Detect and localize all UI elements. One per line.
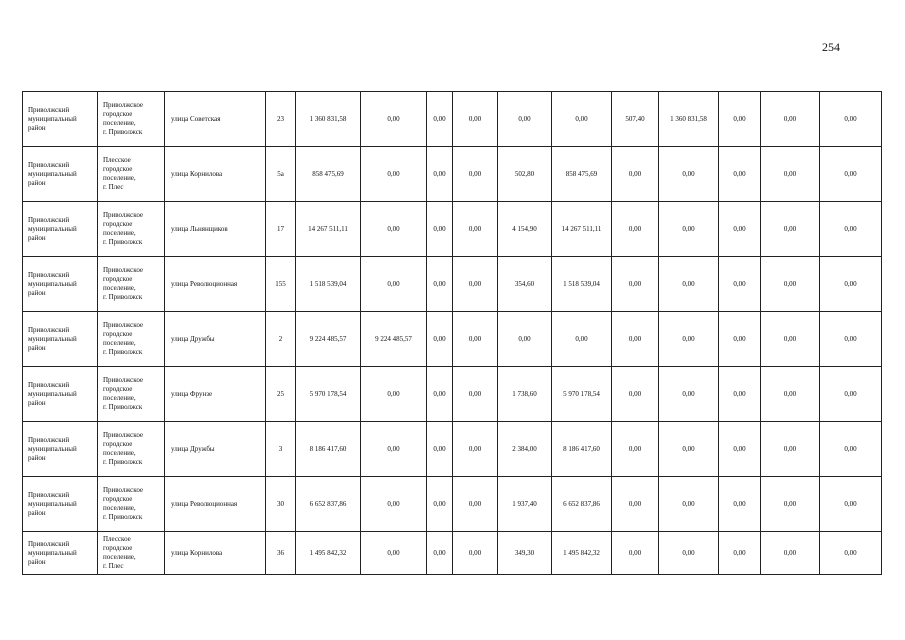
settlement-line: Плесское: [103, 156, 131, 164]
cell-value: 1 518 539,04: [552, 257, 612, 312]
settlement-line: Приволжское: [103, 431, 144, 439]
cell-value: 4 154,90: [498, 202, 552, 257]
cell-value: 0,00: [659, 367, 719, 422]
district-line: Приволжский: [28, 215, 70, 224]
cell-value: 0,00: [659, 532, 719, 575]
cell-value: 0,00: [427, 422, 453, 477]
cell-value: 14 267 511,11: [552, 202, 612, 257]
cell-street: улица Советская: [165, 92, 266, 147]
cell-value: 0,00: [612, 422, 659, 477]
cell-house-number: 5а: [266, 147, 296, 202]
cell-value: 0,00: [361, 147, 427, 202]
cell-value: 349,30: [498, 532, 552, 575]
cell-value: 0,00: [552, 312, 612, 367]
cell-value: 858 475,69: [552, 147, 612, 202]
table-row: [23, 532, 882, 575]
district-line: Приволжский: [28, 435, 70, 444]
cell-house-number: 2: [266, 312, 296, 367]
district-line: муниципальный: [28, 224, 77, 233]
cell-value: 0,00: [612, 312, 659, 367]
cell-value: 0,00: [612, 147, 659, 202]
cell-value: 0,00: [820, 202, 882, 257]
cell-value: 0,00: [719, 147, 761, 202]
cell-value: 0,00: [361, 257, 427, 312]
district-line: Приволжский: [28, 490, 70, 499]
cell-value: 0,00: [761, 532, 820, 575]
cell-house-number: 17: [266, 202, 296, 257]
cell-value: 8 186 417,60: [296, 422, 361, 477]
cell-value: 14 267 511,11: [296, 202, 361, 257]
cell-value: 507,40: [612, 92, 659, 147]
settlement-line: Приволжское: [103, 486, 144, 494]
cell-value: 9 224 485,57: [361, 312, 427, 367]
district-line: район: [28, 178, 46, 187]
cell-value: 0,00: [498, 92, 552, 147]
cell-value: 0,00: [453, 532, 498, 575]
cell-value: 0,00: [453, 477, 498, 532]
cell-value: 0,00: [361, 367, 427, 422]
cell-house-number: 23: [266, 92, 296, 147]
table-row: [23, 312, 882, 367]
cell-value: 0,00: [761, 92, 820, 147]
cell-value: 0,00: [453, 147, 498, 202]
district-line: район: [28, 288, 46, 297]
cell-street: улица Льнянщиков: [165, 202, 266, 257]
cell-street: улица Фрунзе: [165, 367, 266, 422]
table-row: [23, 92, 882, 147]
cell-value: 0,00: [498, 312, 552, 367]
cell-settlement: [98, 422, 165, 477]
cell-value: 0,00: [719, 422, 761, 477]
cell-district: [23, 532, 98, 575]
settlement-line: городское: [103, 220, 133, 228]
district-line: район: [28, 343, 46, 352]
settlement-line: городское: [103, 275, 133, 283]
cell-value: 0,00: [361, 422, 427, 477]
district-line: муниципальный: [28, 548, 77, 557]
district-line: район: [28, 233, 46, 242]
cell-value: 0,00: [612, 532, 659, 575]
settlement-line: г. Приволжск: [103, 458, 143, 466]
cell-value: 2 384,00: [498, 422, 552, 477]
district-line: район: [28, 508, 46, 517]
cell-value: 0,00: [719, 312, 761, 367]
cell-district: [23, 257, 98, 312]
cell-district: [23, 367, 98, 422]
cell-district: [23, 422, 98, 477]
cell-value: 1 738,60: [498, 367, 552, 422]
table-row: [23, 202, 882, 257]
table-row: [23, 367, 882, 422]
district-line: Приволжский: [28, 160, 70, 169]
cell-value: 0,00: [453, 422, 498, 477]
cell-value: 0,00: [453, 312, 498, 367]
settlement-line: городское: [103, 544, 133, 552]
cell-settlement: [98, 202, 165, 257]
settlement-line: г. Приволжск: [103, 348, 143, 356]
cell-value: 0,00: [427, 312, 453, 367]
cell-value: 0,00: [453, 92, 498, 147]
cell-street: улица Дружбы: [165, 422, 266, 477]
settlement-line: городское: [103, 495, 133, 503]
cell-value: 0,00: [659, 147, 719, 202]
district-line: Приволжский: [28, 325, 70, 334]
cell-settlement: [98, 312, 165, 367]
cell-value: 0,00: [761, 257, 820, 312]
cell-value: 0,00: [820, 312, 882, 367]
cell-value: 1 495 842,32: [296, 532, 361, 575]
cell-value: 0,00: [361, 477, 427, 532]
cell-value: 1 360 831,58: [659, 92, 719, 147]
settlement-line: г. Плес: [103, 562, 124, 570]
cell-value: 0,00: [612, 477, 659, 532]
cell-value: 0,00: [719, 92, 761, 147]
settlement-line: поселение,: [103, 504, 136, 512]
settlement-line: г. Плес: [103, 183, 124, 191]
settlement-line: г. Приволжск: [103, 128, 143, 136]
cell-value: 0,00: [427, 92, 453, 147]
cell-house-number: 155: [266, 257, 296, 312]
cell-street: улица Дружбы: [165, 312, 266, 367]
cell-value: 1 495 842,32: [552, 532, 612, 575]
cell-street: улица Революционная: [165, 257, 266, 312]
cell-value: 0,00: [427, 367, 453, 422]
settlement-line: Приволжское: [103, 211, 144, 219]
cell-value: 0,00: [761, 422, 820, 477]
cell-settlement: [98, 257, 165, 312]
settlement-line: Приволжское: [103, 376, 144, 384]
cell-value: 0,00: [361, 202, 427, 257]
district-line: район: [28, 398, 46, 407]
settlement-line: городское: [103, 440, 133, 448]
cell-street: улица Революционная: [165, 477, 266, 532]
settlement-line: городское: [103, 165, 133, 173]
cell-value: 858 475,69: [296, 147, 361, 202]
settlement-line: поселение,: [103, 119, 136, 127]
cell-value: 0,00: [453, 257, 498, 312]
cell-settlement: [98, 147, 165, 202]
table-row: [23, 257, 882, 312]
settlement-line: городское: [103, 330, 133, 338]
district-line: Приволжский: [28, 380, 70, 389]
district-line: муниципальный: [28, 279, 77, 288]
cell-value: 0,00: [820, 477, 882, 532]
data-table: [22, 91, 882, 575]
cell-house-number: 36: [266, 532, 296, 575]
district-line: муниципальный: [28, 169, 77, 178]
settlement-line: поселение,: [103, 284, 136, 292]
cell-value: 0,00: [761, 477, 820, 532]
cell-value: 0,00: [820, 147, 882, 202]
cell-value: 0,00: [612, 367, 659, 422]
cell-value: 0,00: [820, 257, 882, 312]
district-line: район: [28, 123, 46, 132]
cell-settlement: [98, 532, 165, 575]
settlement-line: г. Приволжск: [103, 403, 143, 411]
table-row: [23, 477, 882, 532]
cell-value: 0,00: [427, 257, 453, 312]
settlement-line: поселение,: [103, 394, 136, 402]
cell-value: 0,00: [612, 202, 659, 257]
cell-value: 9 224 485,57: [296, 312, 361, 367]
cell-value: 0,00: [427, 477, 453, 532]
settlement-line: Приволжское: [103, 266, 144, 274]
cell-value: 0,00: [453, 202, 498, 257]
cell-value: 8 186 417,60: [552, 422, 612, 477]
cell-value: 0,00: [659, 257, 719, 312]
district-line: муниципальный: [28, 499, 77, 508]
district-line: Приволжский: [28, 105, 70, 114]
cell-value: 0,00: [719, 202, 761, 257]
district-line: Приволжский: [28, 539, 70, 548]
settlement-line: г. Приволжск: [103, 238, 143, 246]
cell-value: 0,00: [659, 477, 719, 532]
cell-value: 0,00: [761, 202, 820, 257]
cell-house-number: 30: [266, 477, 296, 532]
cell-settlement: [98, 92, 165, 147]
table-row: [23, 147, 882, 202]
settlement-line: Приволжское: [103, 101, 144, 109]
cell-district: [23, 202, 98, 257]
cell-value: 0,00: [719, 367, 761, 422]
cell-value: 0,00: [719, 532, 761, 575]
cell-value: 0,00: [761, 312, 820, 367]
cell-value: 0,00: [612, 257, 659, 312]
district-line: муниципальный: [28, 389, 77, 398]
cell-value: 0,00: [427, 532, 453, 575]
cell-value: 1 360 831,58: [296, 92, 361, 147]
cell-value: 0,00: [761, 367, 820, 422]
cell-value: 0,00: [427, 147, 453, 202]
cell-value: 502,80: [498, 147, 552, 202]
cell-value: 6 652 837,86: [552, 477, 612, 532]
cell-value: 0,00: [719, 257, 761, 312]
cell-value: 1 937,40: [498, 477, 552, 532]
settlement-line: поселение,: [103, 449, 136, 457]
cell-value: 0,00: [761, 147, 820, 202]
settlement-line: г. Приволжск: [103, 293, 143, 301]
cell-value: 5 970 178,54: [552, 367, 612, 422]
cell-street: улица Корнилова: [165, 532, 266, 575]
cell-district: [23, 312, 98, 367]
district-line: район: [28, 557, 46, 566]
cell-value: 6 652 837,86: [296, 477, 361, 532]
settlement-line: Плесское: [103, 535, 131, 543]
cell-value: 0,00: [453, 367, 498, 422]
cell-value: 1 518 539,04: [296, 257, 361, 312]
cell-value: 0,00: [659, 202, 719, 257]
cell-house-number: 25: [266, 367, 296, 422]
district-line: район: [28, 453, 46, 462]
page-number: 254: [822, 40, 840, 54]
district-line: муниципальный: [28, 334, 77, 343]
table-row: [23, 422, 882, 477]
cell-value: 0,00: [719, 477, 761, 532]
settlement-line: поселение,: [103, 553, 136, 561]
cell-house-number: 3: [266, 422, 296, 477]
settlement-line: поселение,: [103, 229, 136, 237]
cell-district: [23, 92, 98, 147]
cell-value: 0,00: [820, 92, 882, 147]
cell-settlement: [98, 477, 165, 532]
cell-value: 0,00: [427, 202, 453, 257]
settlement-line: Приволжское: [103, 321, 144, 329]
cell-district: [23, 147, 98, 202]
cell-value: 5 970 178,54: [296, 367, 361, 422]
cell-value: 0,00: [361, 92, 427, 147]
settlement-line: городское: [103, 110, 133, 118]
district-line: Приволжский: [28, 270, 70, 279]
district-line: муниципальный: [28, 114, 77, 123]
settlement-line: городское: [103, 385, 133, 393]
cell-value: 0,00: [659, 312, 719, 367]
cell-value: 354,60: [498, 257, 552, 312]
settlement-line: г. Приволжск: [103, 513, 143, 521]
district-line: муниципальный: [28, 444, 77, 453]
cell-value: 0,00: [659, 422, 719, 477]
cell-street: улица Корнилова: [165, 147, 266, 202]
settlement-line: поселение,: [103, 339, 136, 347]
cell-district: [23, 477, 98, 532]
settlement-line: поселение,: [103, 174, 136, 182]
cell-settlement: [98, 367, 165, 422]
cell-value: 0,00: [552, 92, 612, 147]
cell-value: 0,00: [820, 422, 882, 477]
cell-value: 0,00: [820, 532, 882, 575]
cell-value: 0,00: [361, 532, 427, 575]
cell-value: 0,00: [820, 367, 882, 422]
